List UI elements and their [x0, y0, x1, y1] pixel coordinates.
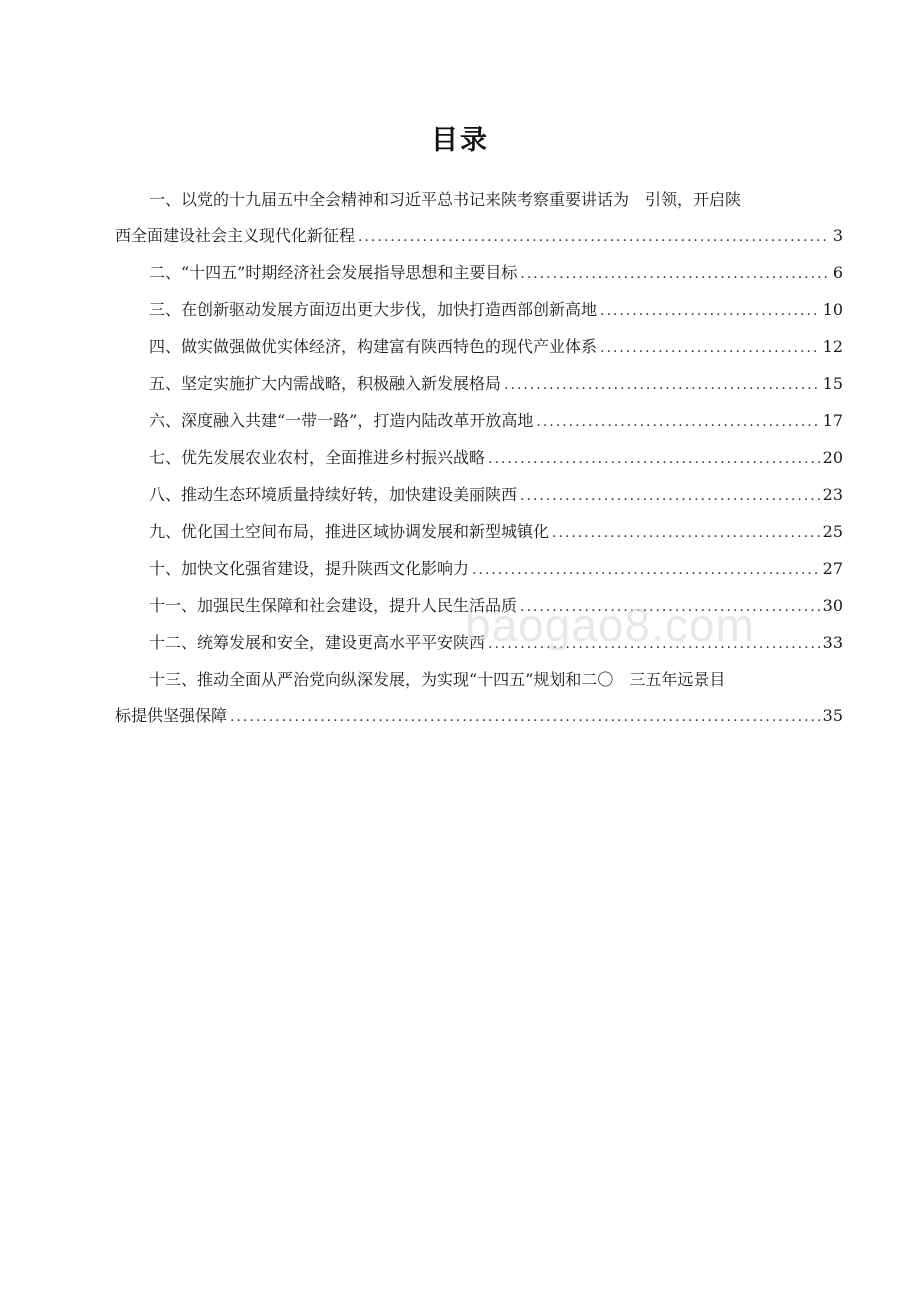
toc-page-number: 20 [822, 448, 843, 467]
toc-entry-text: 十一、加强民生保障和社会建设，提升人民生活品质 [149, 596, 518, 615]
toc-entry-11[interactable] [115, 588, 843, 625]
toc-page-number: 30 [822, 596, 843, 615]
toc-entry-1[interactable] [115, 182, 843, 255]
dot-leader [520, 256, 829, 292]
toc-entry-2[interactable] [115, 255, 843, 292]
toc-entry-text: 九、优化国土空间布局，推进区域协调发展和新型城镇化 [149, 522, 550, 541]
toc-entry-4[interactable] [115, 329, 843, 366]
toc-entry-6[interactable] [115, 403, 843, 440]
toc-entry-text: 四、做实做强做优实体经济，构建富有陕西特色的现代产业体系 [149, 337, 598, 356]
toc-entry-text: 五、坚定实施扩大内需战略，积极融入新发展格局 [149, 374, 502, 393]
dot-leader [536, 404, 819, 440]
toc-page-number: 10 [822, 300, 843, 319]
watermark-text: baogao8.com [465, 599, 755, 651]
toc-entry-text: 十、加快文化强省建设，提升陕西文化影响力 [149, 559, 470, 578]
toc-entry-text-line1: 十三、推动全面从严治党向纵深发展，为实现“十四五”规划和二〇 三五年远景目 [149, 670, 726, 689]
dot-leader [520, 478, 820, 514]
dot-leader [488, 441, 820, 477]
dot-leader [600, 330, 820, 366]
toc-page-number: 17 [822, 411, 843, 430]
toc-entry-9[interactable] [115, 514, 843, 551]
toc-entry-13[interactable] [115, 662, 843, 735]
toc-entry-8[interactable] [115, 477, 843, 514]
dot-leader [552, 515, 820, 551]
dot-leader [600, 293, 820, 329]
toc-title: 目录 [431, 125, 489, 156]
dot-leader [230, 699, 820, 735]
toc-entry-text: 七、优先发展农业农村，全面推进乡村振兴战略 [149, 448, 486, 467]
dot-leader [504, 367, 820, 403]
toc-entry-text: 八、推动生态环境质量持续好转，加快建设美丽陕西 [149, 485, 518, 504]
toc-page-number: 33 [822, 633, 843, 652]
table-of-contents [115, 182, 843, 735]
dot-leader [472, 552, 820, 588]
toc-page-number: 35 [822, 706, 843, 725]
toc-page-number: 15 [822, 374, 843, 393]
toc-entry-10[interactable] [115, 551, 843, 588]
toc-entry-text: 二、“十四五”时期经济社会发展指导思想和主要目标 [149, 263, 518, 282]
toc-entry-12[interactable] [115, 625, 843, 662]
dot-leader [488, 626, 820, 662]
toc-entry-text-line1: 一、以党的十九届五中全会精神和习近平总书记来陕考察重要讲话为 引领，开启陕 [149, 190, 742, 209]
toc-entry-text: 三、在创新驱动发展方面迈出更大步伐，加快打造西部创新高地 [149, 300, 598, 319]
dot-leader [520, 589, 820, 625]
toc-entry-3[interactable] [115, 292, 843, 329]
toc-page-number: 12 [822, 337, 843, 356]
toc-entry-text-line2: 西全面建设社会主义现代化新征程 [115, 226, 356, 245]
dot-leader [358, 219, 830, 255]
toc-entry-text-line2: 标提供坚强保障 [115, 706, 228, 725]
toc-page-number: 25 [822, 522, 843, 541]
toc-entry-text: 十二、统筹发展和安全，建设更高水平平安陕西 [149, 633, 486, 652]
toc-entry-5[interactable] [115, 366, 843, 403]
toc-entry-7[interactable] [115, 440, 843, 477]
toc-page-number: 23 [822, 485, 843, 504]
toc-page-number: 3 [832, 226, 843, 245]
toc-page-number: 6 [832, 263, 843, 282]
toc-entry-text: 六、深度融入共建“一带一路”，打造内陆改革开放高地 [149, 411, 534, 430]
toc-page-number: 27 [822, 559, 843, 578]
